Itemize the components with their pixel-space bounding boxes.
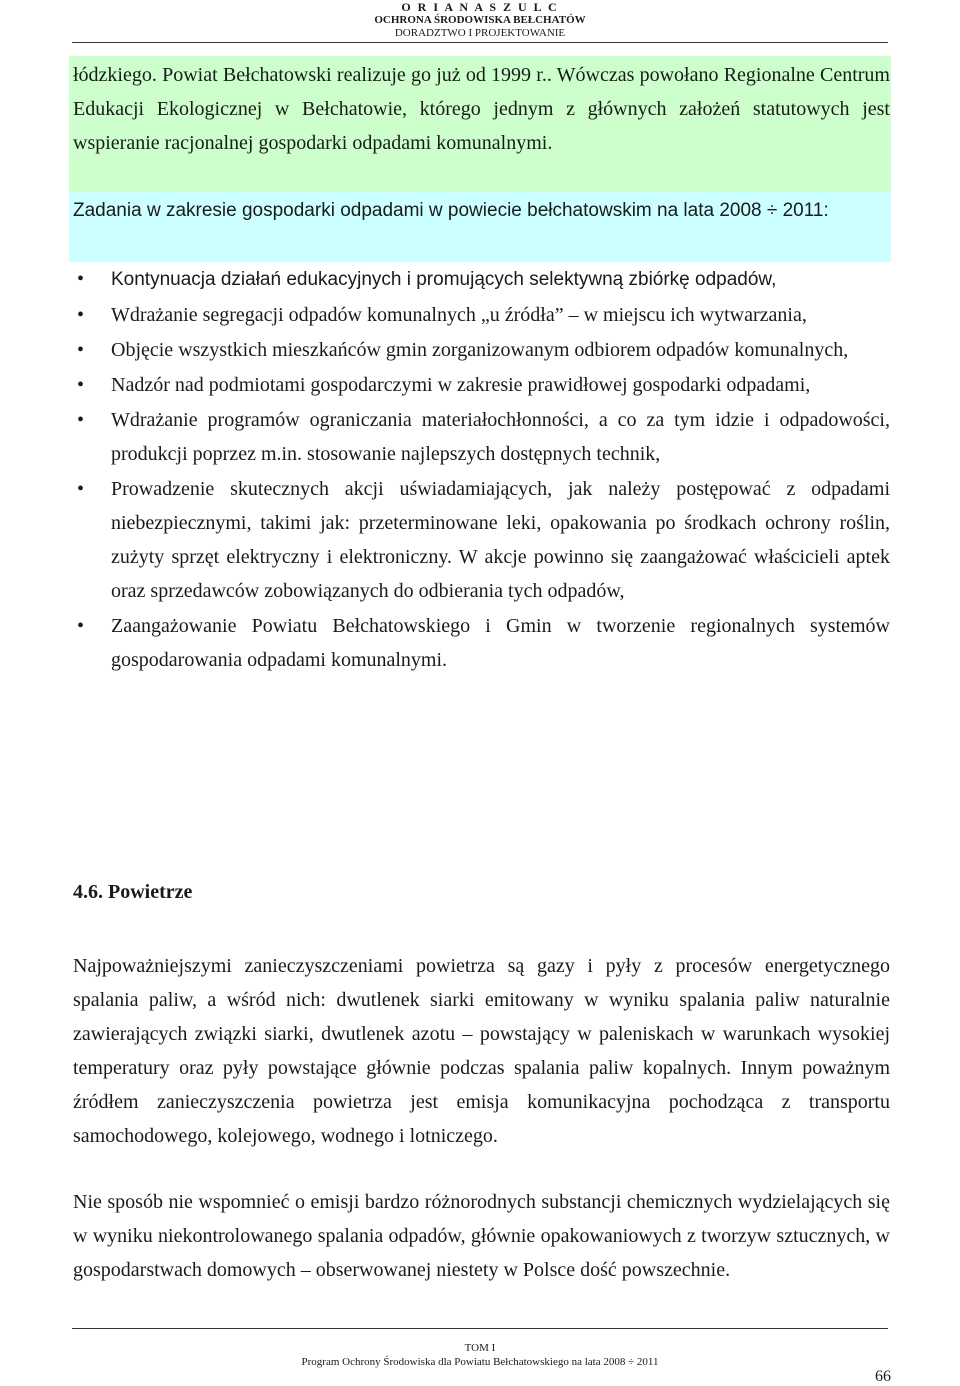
bullet-icon: • xyxy=(77,268,85,290)
list-item: • Nadzór nad podmiotami gospodarczymi w zakresie prawidłowej gospodarki odpadami, xyxy=(73,368,890,402)
paragraph-emissions: Najpoważniejszymi zanieczyszczeniami powietrza są gazy i pyły z procesów energetycznego spalania paliw, a wśród nich: dwutlenek siarki emitowany w wyniku spalania paliw naturalnie zawierających związki siarki, dwutlenek azotu – powstający w paleniskach w warunkach wysokiej temperatury oraz pyły powstające głównie podczas spalania paliw kopalnych. Innym poważnym źródłem zanieczyszczenia powietrza jest emisja komunikacyjna pochodząca z transportu samochodowego, kolejowego, wodnego i lotniczego. xyxy=(73,955,890,1147)
bullet-icon: • xyxy=(77,374,85,396)
footer-rule xyxy=(72,1328,888,1329)
footer-title: Program Ochrony Środowiska dla Powiatu Bełchatowskiego na lata 2008 ÷ 2011 xyxy=(301,1356,659,1368)
page-number: 66 xyxy=(875,1368,891,1385)
intro-paragraph: łódzkiego. Powiat Bełchatowski realizuje go już od 1999 r.. Wówczas powołano Regionalne Centrum Edukacji Ekologicznej w Bełchatowie, którego jednym z głównych założeń statutowych jest wspieranie racjonalnej gospodarki odpadami komunalnymi. xyxy=(73,64,890,154)
list-item: • Wdrażanie programów ograniczania materiałochłonności, a co za tym idzie i odpadowości, produkcji poprzez m.in. stosowanie najlepszych dostępnych technik, xyxy=(73,403,890,471)
tasks-list xyxy=(73,262,890,678)
list-item: • Kontynuacja działań edukacyjnych i promujących selektywną zbiórkę odpadów, xyxy=(73,262,890,297)
bullet-icon: • xyxy=(77,304,85,326)
header-company-name: O R I A N A S Z U L C xyxy=(401,0,559,14)
section-heading: 4.6. Powietrze xyxy=(73,881,193,903)
bullet-icon: • xyxy=(77,615,85,637)
footer-volume: TOM I xyxy=(464,1342,496,1354)
bullet-icon: • xyxy=(77,339,85,361)
header-company-services: DORADZTWO I PROJEKTOWANIE xyxy=(394,27,566,39)
header-rule xyxy=(72,42,888,43)
bullet-icon: • xyxy=(77,478,85,500)
list-item: • Wdrażanie segregacji odpadów komunalnych „u źródła” – w miejscu ich wytwarzania, xyxy=(73,298,890,332)
header-company-subtitle: OCHRONA ŚRODOWISKA BEŁCHATÓW xyxy=(374,14,586,26)
list-item: • Prowadzenie skutecznych akcji uświadamiających, jak należy postępować z odpadami niebezpiecznymi, takimi jak: przeterminowane leki, opakowania po środkach ochrony roślin, zużyty sprzęt elektryczny i elektroniczny. W akcje powinno się zaangażować właścicieli aptek oraz sprzedawców zobowiązanych do odbierania tych odpadów, xyxy=(73,472,890,608)
bullet-icon: • xyxy=(77,409,85,431)
list-item: • Zaangażowanie Powiatu Bełchatowskiego i Gmin w tworzenie regionalnych systemów gospodarowania odpadami komunalnymi. xyxy=(73,609,890,677)
page-header xyxy=(0,0,960,40)
list-item: • Objęcie wszystkich mieszkańców gmin zorganizowanym odbiorem odpadów komunalnych, xyxy=(73,333,890,367)
paragraph-waste-burning: Nie sposób nie wspomnieć o emisji bardzo różnorodnych substancji chemicznych wydzielających się w wyniku niekontrolowanego spalania odpadów, głównie opakowaniowych z tworzyw sztucznych, w gospodarstwach domowych – obserwowanej niestety w Polsce dość powszechnie. xyxy=(73,1191,890,1281)
tasks-intro: Zadania w zakresie gospodarki odpadami w powiecie bełchatowskim na lata 2008 ÷ 2011: xyxy=(73,200,829,221)
